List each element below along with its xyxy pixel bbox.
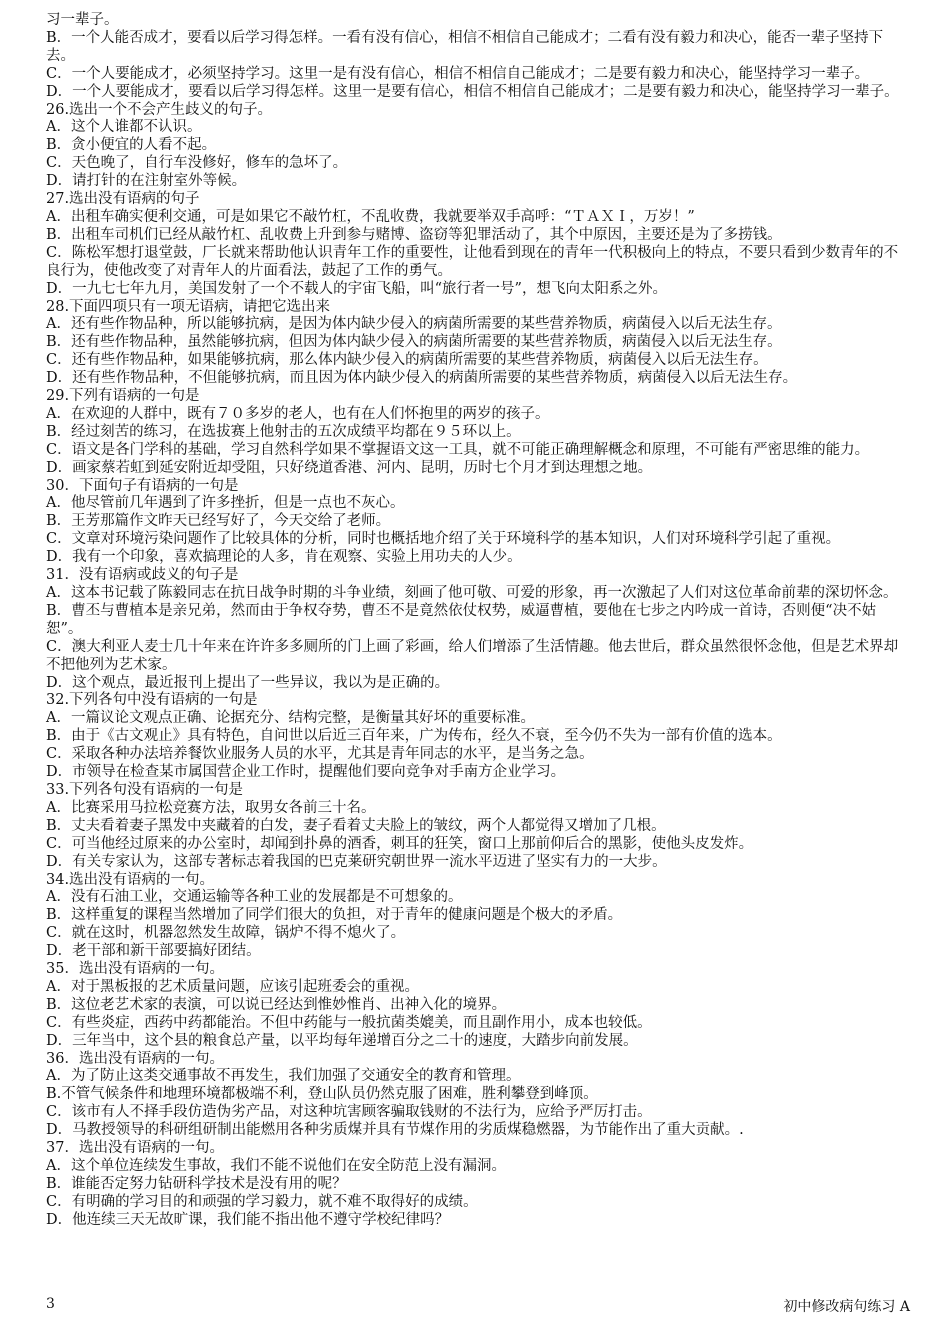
text-line: B．这位老艺术家的表演，可以说已经达到惟妙惟肖、出神入化的境界。 [46, 996, 507, 1013]
text-line: B．王芳那篇作文昨天已经写好了，今天交给了老师。 [46, 513, 391, 530]
text-line: C．还有些作物品种，如果能够抗病，那么体内缺少侵入的病菌所需要的某些营养物质，病菌侵入以后无法生存。 [46, 352, 768, 369]
text-line: 34.选出没有语病的一句。 [46, 871, 215, 888]
text-line: A．为了防止这类交通事故不再发生，我们加强了交通安全的教育和管理。 [46, 1068, 521, 1085]
text-line: D．我有一个印象，喜欢搞理论的人多，肯在观察、实验上用功夫的人少。 [46, 549, 522, 566]
text-line: D．请打针的在注射室外等候。 [46, 173, 247, 190]
text-line: D．他连续三天无故旷课，我们能不指出他不遵守学校纪律吗？ [46, 1211, 450, 1228]
text-line: B．这样重复的课程当然增加了同学们很大的负担，对于青年的健康问题是个极大的矛盾。 [46, 907, 623, 924]
text-line: D．一个人要能成才，要看以后学习得怎样。这里一是要有信心，相信不相信自己能成才；二是要有毅力和决心，能坚持学习一辈子。 [46, 83, 899, 100]
text-line: 27.选出没有语病的句子 [46, 191, 200, 208]
text-line: A．他尽管前几年遇到了许多挫折，但是一点也不灰心。 [46, 495, 405, 512]
document-title-footer: 初中修改病句练习 A [783, 1299, 910, 1315]
text-line: 37．选出没有语病的一句。 [46, 1140, 224, 1157]
text-line: B．丈夫看着妻子黑发中夹藏着的白发，妻子看着丈夫脸上的皱纹，两个人都觉得又增加了几根。 [46, 817, 666, 834]
text-line: C．一个人要能成才，必须坚持学习。这里一是有没有信心，相信不相信自己能成才；二是要有毅力和决心，能坚持学习一辈子。 [46, 65, 870, 82]
question-text-body [46, 12, 908, 1230]
text-line: D．画家蔡若虹到延安附近却受阻，只好绕道香港、河内、昆明，历时七个月才到达理想之地。 [46, 459, 653, 476]
text-line: B．还有些作物品种，虽然能够抗病，但因为体内缺少侵入的病菌所需要的某些营养物质，病菌侵入以后无法生存。 [46, 334, 782, 351]
text-line: D．一九七七年九月，美国发射了一个不载人的宇宙飞船，叫“旅行者一号”，想飞向太阳系之外。 [46, 280, 667, 297]
text-line: D．市领导在检查某市属国营企业工作时，提醒他们要向竞争对手南方企业学习。 [46, 764, 566, 781]
text-line: B．经过刻苦的练习，在选拔赛上他射击的五次成绩平均都在９５环以上。 [46, 423, 521, 440]
text-line: C．就在这时，机器忽然发生故障，锅炉不得不熄火了。 [46, 925, 406, 942]
text-line: C．有些炎症，西药中药都能治。不但中药能与一般抗菌类媲美，而且副作用小，成本也较低。 [46, 1014, 652, 1031]
text-line: C．语文是各门学科的基础，学习自然科学如果不掌握语文这一工具，就不可能正确理解概念和原理，不可能有严密思维的能力。 [46, 441, 870, 458]
text-line: 36．选出没有语病的一句。 [46, 1050, 224, 1067]
text-line: A．比赛采用马拉松竞赛方法，取男女各前三十名。 [46, 799, 376, 816]
text-line: B．一个人能否成才，要看以后学习得怎样。一看有没有信心，相信不相信自己能成才；二看有没有毅力和决心，能否一辈子坚持下去。 [46, 29, 884, 64]
text-line: 33.下列各句没有语病的一句是 [46, 781, 244, 798]
text-line: 30．下面句子有语病的一句是 [46, 477, 239, 494]
text-line: C．可当他经过原来的办公室时，却闻到扑鼻的酒香，刺耳的狂笑，窗口上那前仰后合的黑影，使他头皮发炸。 [46, 835, 754, 852]
text-line: A．没有石油工业，交通运输等各种工业的发展都是不可想象的。 [46, 889, 463, 906]
text-line: B．贪小便宜的人看不起。 [46, 137, 217, 154]
text-line: C．采取各种办法培养餐饮业服务人员的水平，尤其是青年同志的水平，是当务之急。 [46, 746, 594, 763]
text-line: B．谁能否定努力钻研科学技术是没有用的呢？ [46, 1175, 347, 1192]
text-line: 26.选出一个不会产生歧义的句子。 [46, 101, 273, 118]
text-line: A．对于黑板报的艺术质量问题，应该引起班委会的重视。 [46, 978, 419, 995]
text-line: C．该市有人不择手段仿造伪劣产品，对这种坑害顾客骗取钱财的不法行为，应给予严厉打击。 [46, 1104, 652, 1121]
text-line: B．出租车司机们已经从敲竹杠、乱收费上升到参与赌博、盗窃等犯罪活动了，其个中原因，主要还是为了多捞钱。 [46, 226, 782, 243]
text-line: A．一篇议论文观点正确、论据充分、结构完整，是衡量其好坏的重要标准。 [46, 710, 535, 727]
text-line: A．这个人谁都不认识。 [46, 119, 202, 136]
text-line: D．三年当中，这个县的粮食总产量，以平均每年递增百分之二十的速度，大踏步向前发展。 [46, 1032, 638, 1049]
text-line: C．澳大利亚人麦士几十年来在许许多多厕所的门上画了彩画，给人们增添了生活情趣。他去世后，群众虽然很怀念他，但是艺术界却不把他列为艺术家。 [46, 638, 899, 673]
text-line: A．这个单位连续发生事故，我们不能不说他们在安全防范上没有漏洞。 [46, 1158, 506, 1174]
text-line: C．天色晚了，自行车没修好，修车的急坏了。 [46, 155, 348, 172]
text-line: D．有关专家认为，这部专著标志着我国的巴克莱研究朝世界一流水平迈进了坚实有力的一大步。 [46, 853, 667, 870]
text-line: B．曹丕与曹植本是亲兄弟，然而由于争权夺势，曹丕不是竟然依仗权势，威逼曹植，要他在七步之内吟成一首诗，否则便“决不姑恕”。 [46, 602, 877, 637]
text-line: 35．选出没有语病的一句。 [46, 961, 224, 978]
text-line: B.不管气候条件和地理环境都极端不利，登山队员仍然克服了困难，胜利攀登到峰顶。 [46, 1086, 598, 1103]
text-line: A．出租车确实便利交通，可是如果它不敲竹杠，不乱收费，我就要举双手高呼：“ＴＡＸＩ，万岁！” [46, 208, 695, 225]
text-line: D．这个观点，最近报刊上提出了一些异议，我以为是正确的。 [46, 674, 450, 691]
text-line: A．还有些作物品种，所以能够抗病，是因为体内缺少侵入的病菌所需要的某些营养物质，病菌侵入以后无法生存。 [46, 316, 782, 333]
text-line: 28.下面四项只有一项无语病，请把它选出来 [46, 298, 331, 315]
text-line: D．还有些作物品种，不但能够抗病，而且因为体内缺少侵入的病菌所需要的某些营养物质，病菌侵入以后无法生存。 [46, 370, 798, 387]
text-line: A．在欢迎的人群中，既有７０多岁的老人，也有在人们怀抱里的两岁的孩子。 [46, 405, 550, 422]
text-line: B．由于《古文观止》具有特色，自问世以后近三百年来，广为传布，经久不衰，至今仍不失为一部有价值的选本。 [46, 728, 782, 745]
text-line: C．陈松军想打退堂鼓，厂长就来帮助他认识青年工作的重要性，让他看到现在的青年一代积极向上的特点，不要只看到少数青年的不良行为，使他改变了对青年人的片面看法，鼓起了工作的勇气。 [46, 244, 899, 279]
text-line: D．老干部和新干部要搞好团结。 [46, 943, 261, 960]
text-line: 29.下列有语病的一句是 [46, 388, 200, 405]
text-line: D．马教授领导的科研组研制出能燃用各种劣质煤并具有节煤作用的劣质煤稳燃器，为节能作出了重大贡献。. [46, 1122, 744, 1139]
text-line: 31．没有语病或歧义的句子是 [46, 567, 239, 584]
text-line: A．这本书记载了陈毅同志在抗日战争时期的斗争业绩，刻画了他可敬、可爱的形象，再一次激起了人们对这位革命前辈的深切怀念。 [46, 585, 898, 601]
page-number: 3 [46, 1296, 55, 1312]
text-line: C．有明确的学习目的和顽强的学习毅力，就不难不取得好的成绩。 [46, 1193, 478, 1210]
text-line: 习一辈子。 [46, 12, 119, 28]
text-line: C．文章对环境污染问题作了比较具体的分析，同时也概括地介绍了关于环境科学的基本知识，人们对环境科学引起了重视。 [46, 531, 841, 548]
text-line: 32.下列各句中没有语病的一句是 [46, 692, 258, 709]
